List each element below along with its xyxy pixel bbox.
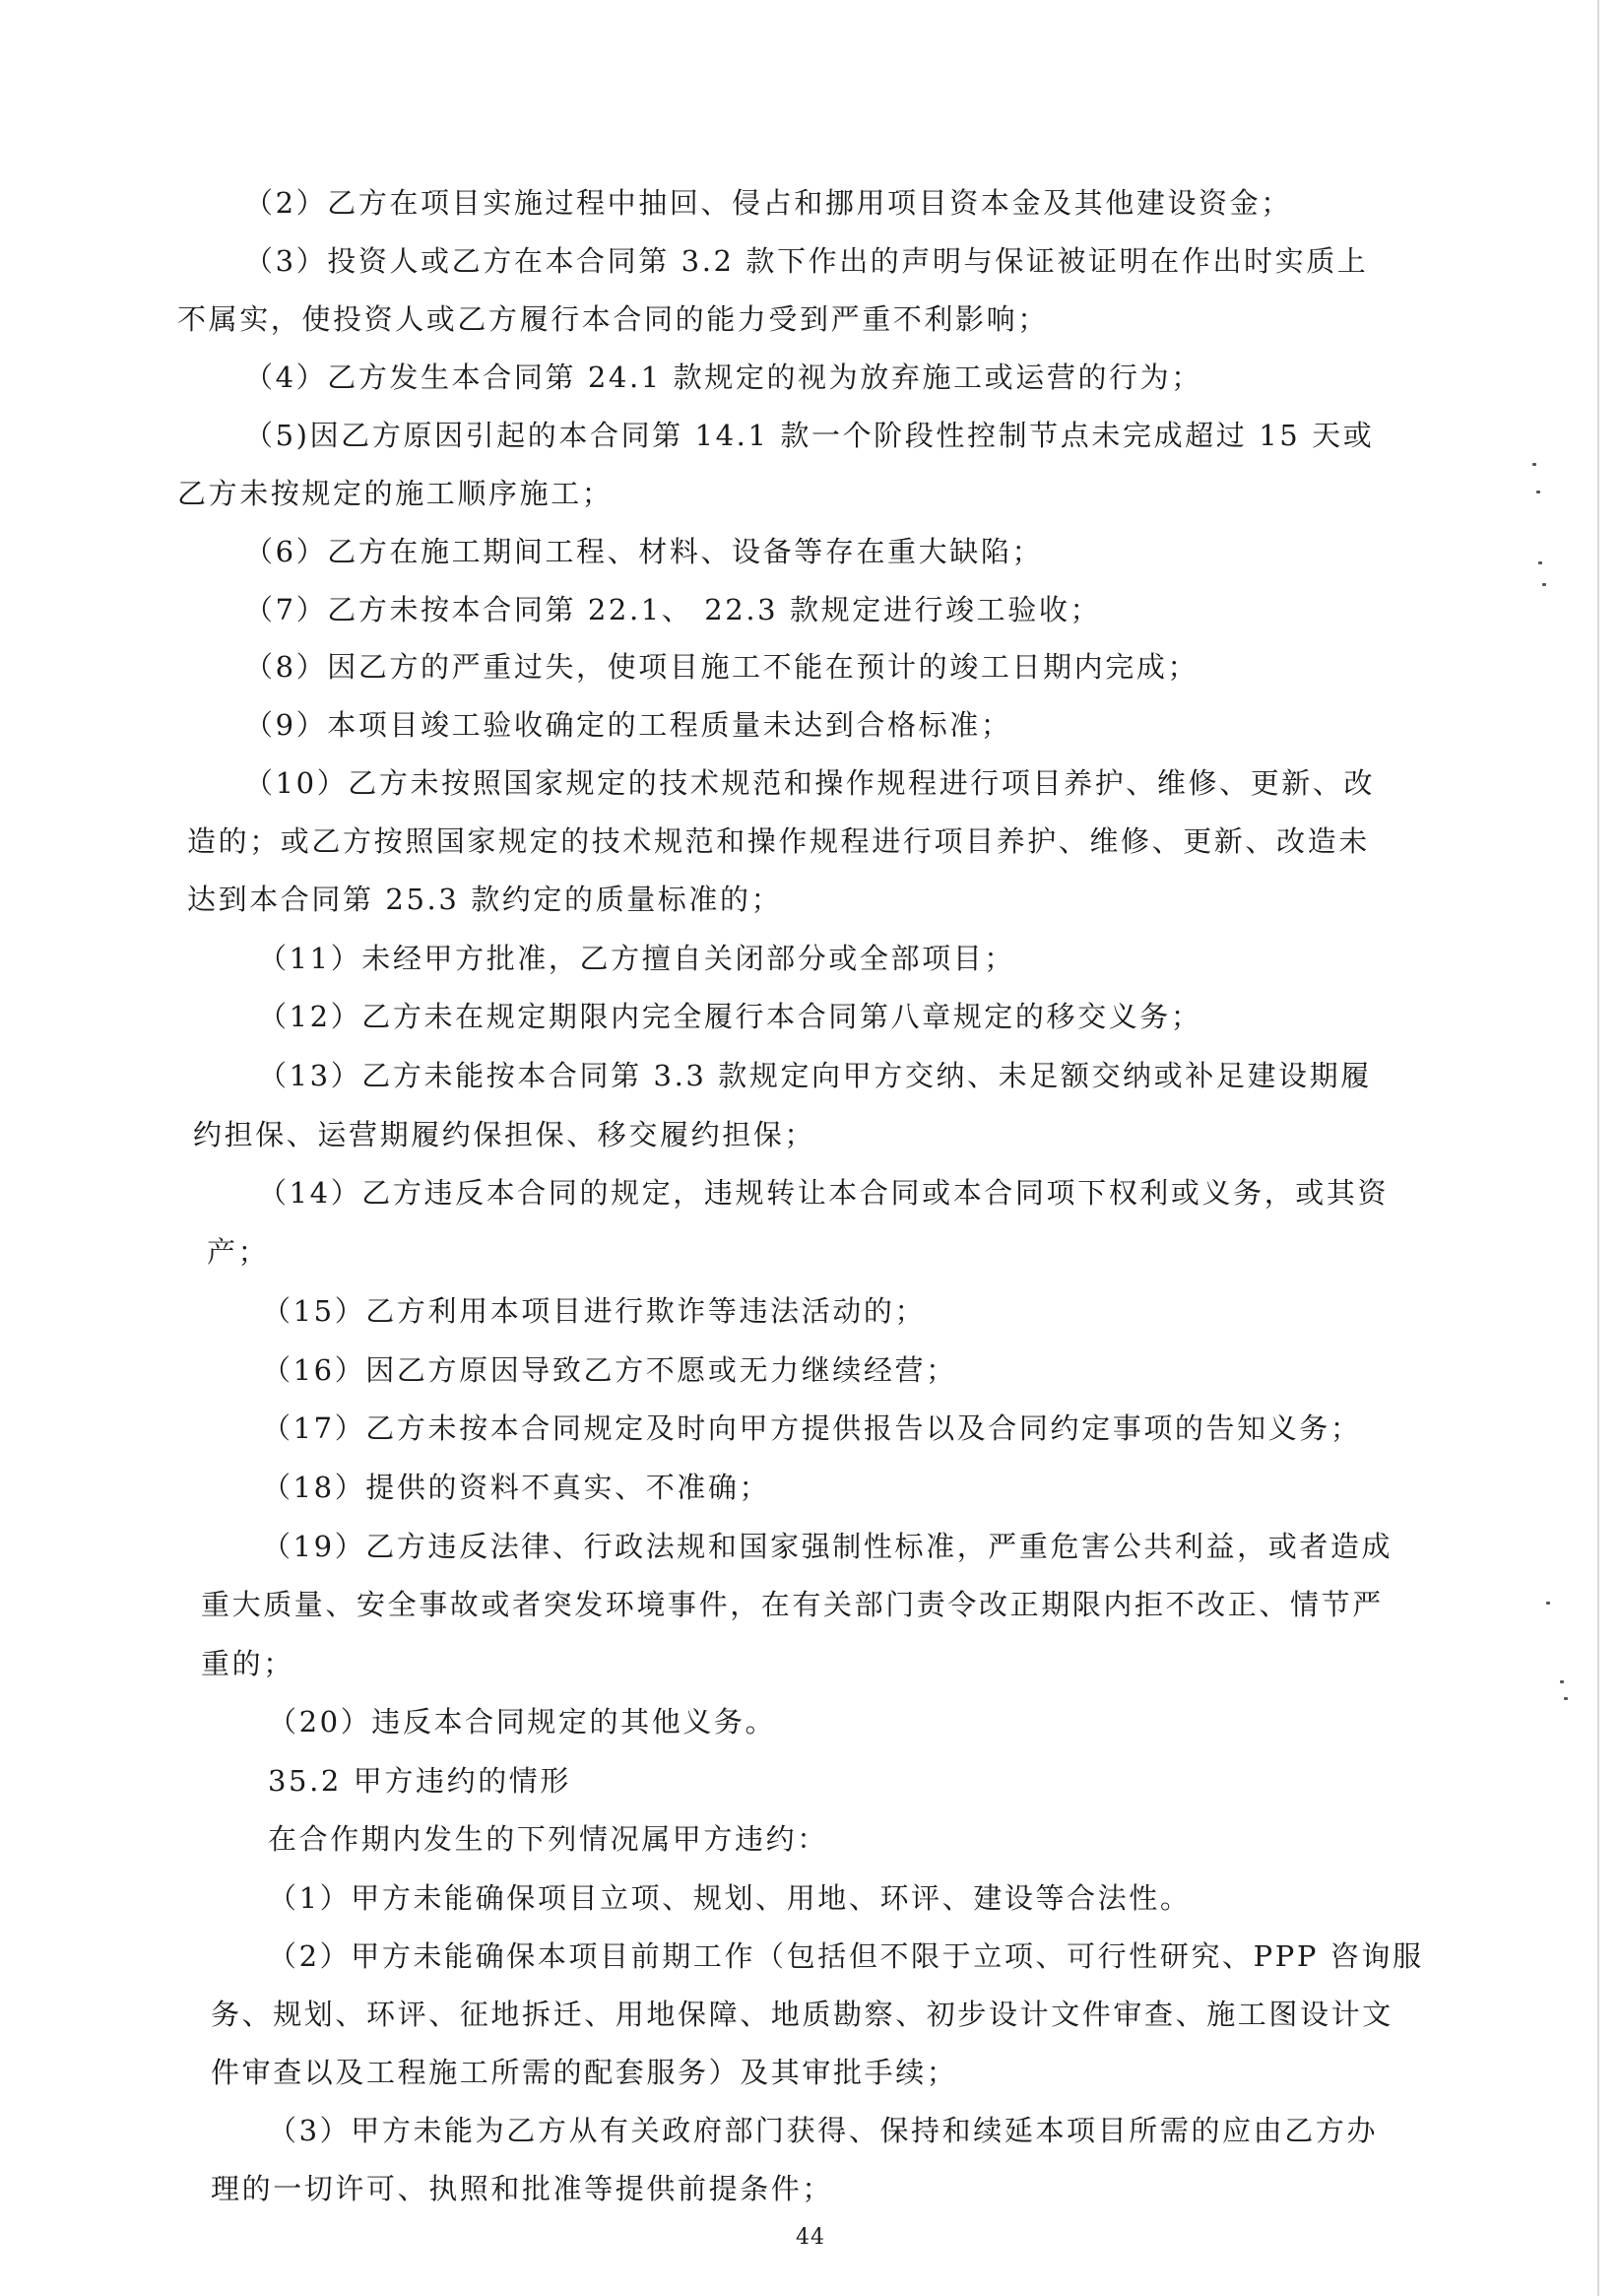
text-line: （6）乙方在施工期间工程、材料、设备等存在重大缺陷； — [244, 535, 1044, 568]
scan-speck — [1542, 583, 1546, 586]
text-line: （3）投资人或乙方在本合同第 3.2 款下作出的声明与保证被证明在作出时实质上 — [244, 244, 1369, 278]
scan-speck — [1532, 463, 1536, 466]
scan-edge-line — [1597, 0, 1599, 2296]
text-line: （3）甲方未能为乙方从有关政府部门获得、保持和续延本项目所需的应由乙方办 — [268, 2114, 1379, 2147]
scan-speck — [1564, 1697, 1568, 1700]
text-line: （13）乙方未能按本合同第 3.3 款规定向甲方交纳、未足额交纳或补足建设期履 — [258, 1059, 1372, 1092]
text-line: （15）乙方利用本项目进行欺诈等违法活动的； — [262, 1294, 927, 1328]
text-line: （12）乙方未在规定期限内完全履行本合同第八章规定的移交义务； — [258, 1000, 1202, 1033]
text-line: （7）乙方未按本合同第 22.1、 22.3 款规定进行竣工验收； — [244, 593, 1102, 626]
text-line: （16）因乙方原因导致乙方不愿或无力继续经营； — [262, 1353, 957, 1387]
page-number: 44 — [796, 2225, 825, 2250]
text-line: 不属实，使投资人或乙方履行本合同的能力受到严重不利影响； — [177, 302, 1049, 336]
text-line: （19）乙方违反法律、行政法规和国家强制性标准，严重危害公共利益，或者造成 — [262, 1530, 1394, 1563]
text-line: （10）乙方未按照国家规定的技术规范和操作规程进行项目养护、维修、更新、改 — [244, 766, 1376, 800]
text-line: （14）乙方违反本合同的规定，违规转让本合同或本合同项下权利或义务，或其资 — [258, 1176, 1390, 1210]
text-line: 重大质量、安全事故或者突发环境事件，在有关部门责令改正期限内拒不改正、情节严 — [201, 1588, 1384, 1621]
scan-speck — [1536, 491, 1540, 493]
section-heading: 35.2 甲方违约的情形 — [268, 1764, 571, 1798]
text-line: 产； — [207, 1235, 270, 1269]
text-line: （2）乙方在项目实施过程中抽回、侵占和挪用项目资本金及其他建设资金； — [244, 186, 1292, 220]
text-line: 在合作期内发生的下列情况属甲方违约： — [268, 1822, 828, 1856]
text-line: 重的； — [201, 1647, 294, 1680]
text-line: 达到本合同第 25.3 款约定的质量标准的； — [187, 883, 783, 916]
text-line: 乙方未按规定的施工顺序施工； — [177, 477, 614, 510]
text-line: （4）乙方发生本合同第 24.1 款规定的视为放弃施工或运营的行为； — [244, 361, 1202, 394]
text-line: 理的一切许可、执照和批准等提供前提条件； — [211, 2172, 834, 2205]
text-line: （9）本项目竣工验收确定的工程质量未达到合格标准； — [244, 708, 1012, 742]
scan-speck — [1546, 1602, 1550, 1605]
text-line: （8）因乙方的严重过失，使项目施工不能在预计的竣工日期内完成； — [244, 650, 1200, 684]
text-line: 约担保、运营期履约保担保、移交履约担保； — [193, 1118, 816, 1151]
text-line: （2）甲方未能确保本项目前期工作（包括但不限于立项、可行性研究、PPP 咨询服 — [268, 1939, 1424, 1973]
text-line: 件审查以及工程施工所需的配套服务）及其审批手续； — [211, 2056, 958, 2089]
text-line: （11）未经甲方批准，乙方擅自关闭部分或全部项目； — [258, 942, 1015, 975]
text-line: 务、规划、环评、征地拆迁、用地保障、地质勘察、初步设计文件审查、施工图设计文 — [211, 1998, 1394, 2031]
text-line: （17）乙方未按本合同规定及时向甲方提供报告以及合同约定事项的告知义务； — [262, 1411, 1362, 1445]
scan-speck — [1538, 561, 1542, 564]
text-line: （20）违反本合同规定的其他义务。 — [268, 1705, 777, 1738]
text-line: （1）甲方未能确保项目立项、规划、用地、环评、建设等合法性。 — [268, 1881, 1192, 1915]
text-line: （5)因乙方原因引起的本合同第 14.1 款一个阶段性控制节点未完成超过 15 天或 — [244, 419, 1375, 452]
text-line: （18）提供的资料不真实、不准确； — [262, 1471, 771, 1504]
text-line: 造的；或乙方按照国家规定的技术规范和操作规程进行项目养护、维修、更新、改造未 — [187, 824, 1370, 858]
scan-speck — [1560, 1680, 1564, 1683]
